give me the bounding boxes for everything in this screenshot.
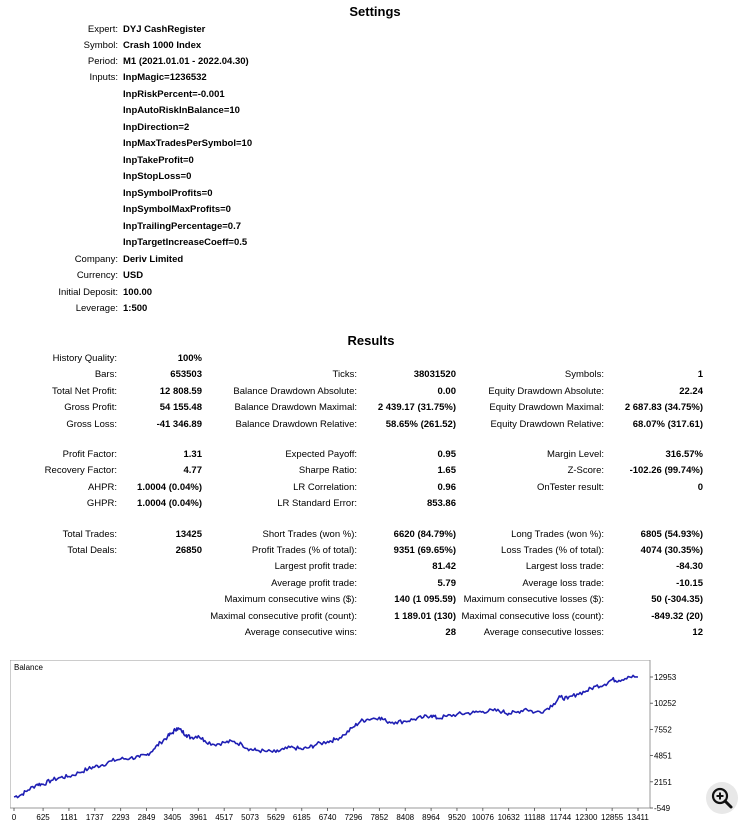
result-value: 5.79 <box>437 578 456 589</box>
result-value: 1.65 <box>437 465 456 476</box>
result-label: Profit Trades (% of total): <box>251 545 357 556</box>
result-label: GHPR: <box>86 498 117 509</box>
result-value: 1.0004 (0.04%) <box>137 482 202 493</box>
x-tick-label: 2849 <box>137 813 156 822</box>
result-value: 28 <box>445 627 456 638</box>
leverage-value: 1:500 <box>123 303 148 314</box>
input-item: InpSymbolMaxProfits=0 <box>123 204 231 215</box>
result-label: Total Trades: <box>62 529 117 540</box>
result-value: 54 155.48 <box>159 402 202 413</box>
result-label: Gross Profit: <box>64 402 117 413</box>
result-value: 653503 <box>170 369 202 380</box>
plot-frame <box>10 660 650 808</box>
result-value: 50 (-304.35) <box>651 594 703 605</box>
result-label: Ticks: <box>332 369 357 380</box>
result-label: Balance Drawdown Maximal: <box>234 402 357 413</box>
result-label: Average consecutive wins: <box>244 627 357 638</box>
result-value: -849.32 (20) <box>651 611 703 622</box>
x-tick-label: 11188 <box>524 813 546 822</box>
balance-chart <box>10 660 740 824</box>
result-value: 58.65% (261.52) <box>385 419 456 430</box>
result-value: 853.86 <box>426 498 456 509</box>
x-tick-label: 12855 <box>601 813 624 822</box>
period-label: Period: <box>87 56 118 67</box>
input-item: InpMaxTradesPerSymbol=10 <box>123 138 253 149</box>
x-tick-label: 1181 <box>60 813 78 822</box>
result-value: -41 346.89 <box>156 419 202 430</box>
deposit-value: 100.00 <box>123 286 153 298</box>
period-value: M1 (2021.01.01 - 2022.04.30) <box>123 56 249 67</box>
result-value: 22.24 <box>679 386 703 397</box>
result-label: OnTester result: <box>536 482 604 493</box>
result-value: 68.07% (317.61) <box>632 419 703 430</box>
result-value: 1 189.01 (130) <box>394 611 456 622</box>
x-tick-label: 5073 <box>241 813 259 822</box>
leverage-label: Leverage: <box>75 303 118 314</box>
x-tick-label: 12300 <box>575 813 598 822</box>
result-label: Maximum consecutive wins ($): <box>224 594 357 605</box>
x-tick-label: 8964 <box>422 813 440 822</box>
result-value: 12 808.59 <box>159 386 202 397</box>
result-value: 12 <box>692 627 703 638</box>
x-tick-label: 1737 <box>85 813 104 822</box>
result-label: Largest profit trade: <box>274 561 357 572</box>
result-value: 2 439.17 (31.75%) <box>377 402 456 413</box>
input-item: InpTakeProfit=0 <box>123 154 194 166</box>
result-value: 9351 (69.65%) <box>393 545 456 556</box>
result-label: Expected Payoff: <box>285 449 357 460</box>
result-label: Sharpe Ratio: <box>298 465 357 476</box>
result-value: 0.96 <box>437 482 456 493</box>
inputs-label: Inputs: <box>89 72 118 83</box>
result-label: Total Deals: <box>67 545 117 556</box>
result-label: Bars: <box>94 369 117 380</box>
result-value: -102.26 (99.74%) <box>629 465 703 476</box>
result-label: History Quality: <box>52 353 117 364</box>
currency-label: Currency: <box>76 270 118 281</box>
result-label: Maximal consecutive profit (count): <box>210 611 357 622</box>
result-label: Equity Drawdown Relative: <box>490 419 604 430</box>
result-label: Gross Loss: <box>66 419 117 430</box>
result-label: Total Net Profit: <box>52 386 117 397</box>
result-value: 38031520 <box>413 369 456 380</box>
result-label: Z-Score: <box>567 465 604 476</box>
result-label: Maximal consecutive loss (count): <box>461 611 604 622</box>
x-tick-label: 11744 <box>549 813 572 822</box>
result-value: 6805 (54.93%) <box>640 529 703 540</box>
input-item: InpAutoRiskInBalance=10 <box>123 105 240 116</box>
x-tick-label: 13411 <box>627 813 649 822</box>
input-item: InpTargetIncreaseCoeff=0.5 <box>123 237 248 248</box>
result-value: 81.42 <box>432 561 456 572</box>
result-label: Average loss trade: <box>522 578 604 589</box>
settings-title: Settings <box>349 4 401 19</box>
y-tick-label: 2151 <box>654 777 672 787</box>
result-value: 316.57% <box>665 449 703 460</box>
result-value: 140 (1 095.59) <box>394 594 456 605</box>
company-value: Deriv Limited <box>123 253 184 265</box>
symbol-value: Crash 1000 Index <box>123 40 202 51</box>
result-value: 4.77 <box>183 465 202 476</box>
deposit-label: Initial Deposit: <box>58 286 118 298</box>
result-label: Balance Drawdown Absolute: <box>233 386 357 397</box>
x-tick-label: 8408 <box>396 813 415 822</box>
result-value: 0.00 <box>437 386 456 397</box>
result-value: -84.30 <box>676 561 703 572</box>
result-label: Average consecutive losses: <box>483 627 604 638</box>
result-value: 2 687.83 (34.75%) <box>624 402 703 413</box>
result-label: LR Correlation: <box>293 482 357 493</box>
result-label: Profit Factor: <box>62 449 117 460</box>
y-tick-label: -549 <box>654 804 671 813</box>
result-label: Equity Drawdown Maximal: <box>489 402 604 413</box>
result-label: Balance Drawdown Relative: <box>235 419 357 430</box>
company-label: Company: <box>74 253 118 265</box>
x-tick-label: 9520 <box>448 813 466 822</box>
x-tick-label: 3961 <box>189 813 208 822</box>
result-value: 26850 <box>175 545 202 556</box>
y-tick-label: 7552 <box>654 725 672 735</box>
expert-value: DYJ CashRegister <box>123 24 206 35</box>
currency-value: USD <box>123 270 144 281</box>
zoom-in-icon[interactable] <box>706 782 738 814</box>
result-label: Recovery Factor: <box>44 465 117 476</box>
symbol-label: Symbol: <box>83 40 118 51</box>
x-tick-label: 5629 <box>267 813 285 822</box>
y-tick-label: 12953 <box>654 673 677 682</box>
result-label: Loss Trades (% of total): <box>501 545 604 556</box>
x-tick-label: 10632 <box>497 813 520 822</box>
x-tick-label: 6740 <box>318 813 337 822</box>
result-label: Maximum consecutive losses ($): <box>463 594 604 605</box>
x-tick-label: 7852 <box>370 813 389 822</box>
result-label: Equity Drawdown Absolute: <box>488 386 604 397</box>
result-label: Average profit trade: <box>271 578 357 589</box>
result-value: -10.15 <box>676 578 703 589</box>
y-tick-label: 10252 <box>654 699 677 709</box>
expert-label: Expert: <box>87 24 118 35</box>
result-label: Largest loss trade: <box>525 561 604 572</box>
x-tick-label: 625 <box>36 813 50 822</box>
result-value: 6620 (84.79%) <box>393 529 456 540</box>
input-item: InpDirection=2 <box>123 121 190 133</box>
balance-chart-svg <box>10 660 740 824</box>
x-tick-label: 6185 <box>292 813 311 822</box>
result-label: Symbols: <box>564 369 604 380</box>
x-tick-label: 7296 <box>344 813 363 822</box>
x-tick-label: 3405 <box>163 813 182 822</box>
result-value: 4074 (30.35%) <box>640 545 703 556</box>
result-value: 1.0004 (0.04%) <box>137 498 202 509</box>
result-value: 1.31 <box>183 449 202 460</box>
input-item: InpSymbolProfits=0 <box>123 187 213 199</box>
input-item: InpRiskPercent=-0.001 <box>123 88 225 100</box>
input-item: InpMagic=1236532 <box>123 72 207 83</box>
input-item: InpStopLoss=0 <box>123 171 192 182</box>
chart-title: Balance <box>14 663 43 672</box>
result-value: 13425 <box>175 529 202 540</box>
y-tick-label: 4851 <box>654 751 672 761</box>
result-value: 100% <box>177 353 202 364</box>
result-value: 0 <box>697 482 703 493</box>
result-label: Margin Level: <box>546 449 604 460</box>
result-label: AHPR: <box>87 482 117 493</box>
x-tick-label: 4517 <box>215 813 234 822</box>
x-tick-label: 0 <box>11 813 17 822</box>
result-label: LR Standard Error: <box>277 498 357 509</box>
input-item: InpTrailingPercentage=0.7 <box>123 220 242 232</box>
results-title: Results <box>347 333 395 348</box>
result-value: 1 <box>697 369 703 380</box>
x-tick-label: 10076 <box>471 813 494 822</box>
result-label: Long Trades (won %): <box>511 529 604 540</box>
x-tick-label: 2293 <box>111 813 130 822</box>
result-label: Short Trades (won %): <box>262 529 357 540</box>
result-value: 0.95 <box>437 449 456 460</box>
